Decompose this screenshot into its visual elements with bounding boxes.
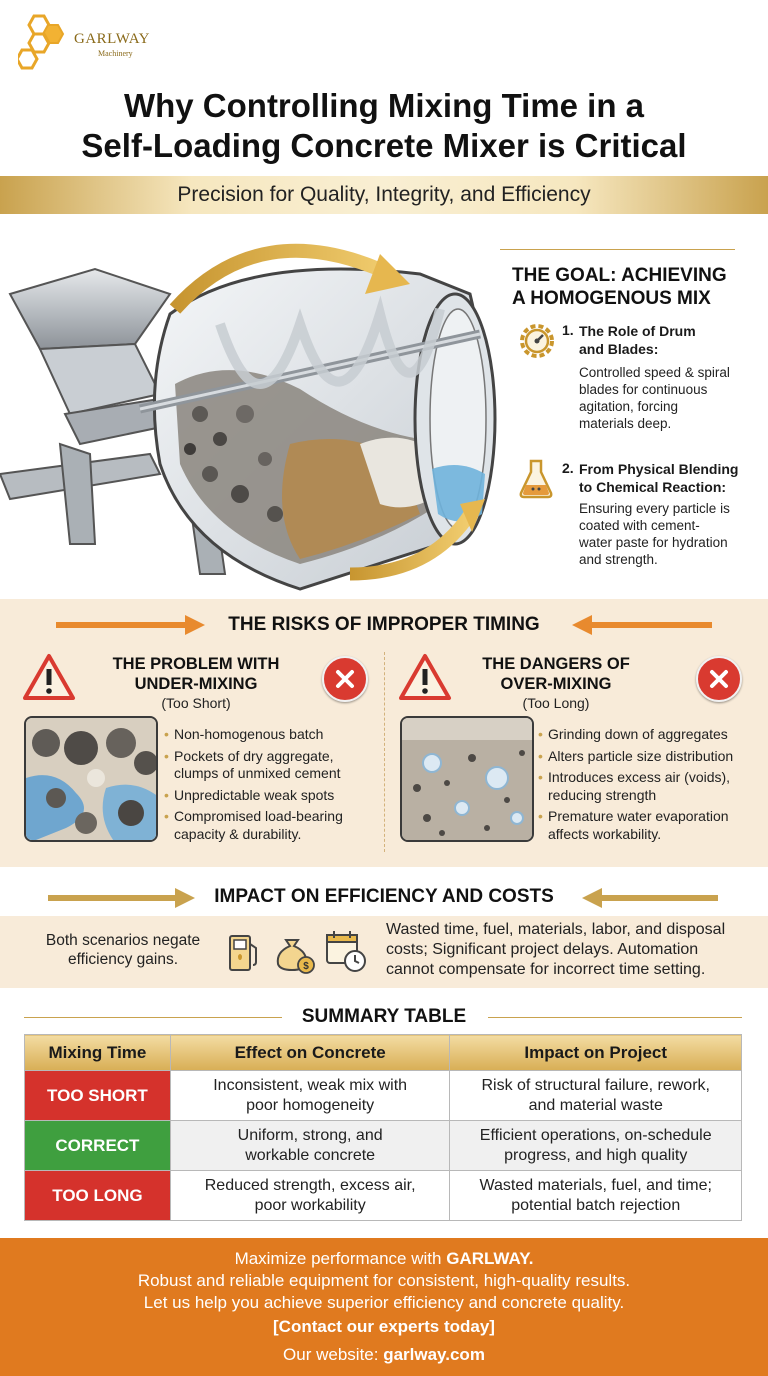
list-item-text: reducing strength xyxy=(548,786,657,803)
effect-cell xyxy=(170,1071,450,1121)
warning-icon xyxy=(22,653,76,701)
goal-item-2-text xyxy=(579,500,764,568)
list-item xyxy=(538,748,768,766)
list-item xyxy=(538,726,768,744)
goal-item-1-title xyxy=(579,322,696,358)
list-item xyxy=(164,808,374,843)
page-title xyxy=(0,86,768,166)
footer-banner xyxy=(0,1238,768,1376)
footer-brand: GARLWAY. xyxy=(446,1249,534,1268)
list-item-text: • Non-homogenous batch xyxy=(174,726,324,742)
summary-table-title: SUMMARY TABLE xyxy=(301,1006,467,1027)
x-mark-icon xyxy=(696,656,742,702)
column-header: Effect on Concrete xyxy=(170,1035,450,1071)
goal-item-2-title xyxy=(579,460,738,496)
list-item xyxy=(538,769,768,804)
impact-right-line: Wasted time, fuel, materials, labor, and disposal xyxy=(386,921,726,938)
over-mixing-title xyxy=(460,654,652,694)
mixing-time-cell: CORRECT xyxy=(25,1121,171,1171)
mixing-time-cell: TOO LONG xyxy=(25,1171,171,1221)
list-item-text: clumps of unmixed cement xyxy=(174,765,341,781)
goal-title-line-1: THE GOAL: ACHIEVING xyxy=(512,265,727,286)
contact-experts-link[interactable]: [Contact our experts today] xyxy=(273,1317,495,1336)
list-item-text: • Unpredictable weak spots xyxy=(174,786,335,803)
brand-name: GARLWAY xyxy=(74,31,151,47)
impact-left-line: Both scenarios negate xyxy=(45,932,201,949)
goal-item-1-number: 1. xyxy=(562,322,574,338)
goal-item-1-text-line: Controlled speed & spiral xyxy=(579,365,730,380)
list-item xyxy=(164,748,374,783)
cell-line: Risk of structural failure, rework, xyxy=(481,1076,710,1094)
impact-left-line: efficiency gains. xyxy=(68,951,178,968)
goal-item-2-text-line: water paste for hydration xyxy=(579,535,728,550)
risks-heading: THE RISKS OF IMPROPER TIMING xyxy=(228,614,540,635)
impact-cell xyxy=(450,1071,742,1121)
mixer-illustration xyxy=(0,214,500,599)
goal-title xyxy=(512,264,762,310)
footer-website-line xyxy=(0,1344,768,1365)
goal-title-line-2: A HOMOGENOUS MIX xyxy=(512,288,711,309)
goal-item-1-title-line-2: and Blades: xyxy=(579,341,659,357)
list-item-text: capacity & durability. xyxy=(174,825,302,842)
cell-line: poor workability xyxy=(254,1196,366,1214)
effect-cell xyxy=(170,1121,450,1171)
table-row xyxy=(25,1071,742,1121)
goal-item-1-text xyxy=(579,364,764,432)
website-link[interactable]: garlway.com xyxy=(383,1345,485,1364)
cell-line: Uniform, strong, and xyxy=(237,1126,383,1144)
impact-left-text xyxy=(28,931,218,969)
column-header: Impact on Project xyxy=(450,1035,742,1071)
footer-line-3: Let us help you achieve superior efficiency and concrete quality. xyxy=(143,1293,625,1312)
goal-divider xyxy=(500,249,735,250)
under-mixing-list xyxy=(164,726,374,847)
under-mixing-title xyxy=(90,654,302,694)
over-mixing-title-line-1: THE DANGERS OF xyxy=(482,655,630,673)
impact-right-text xyxy=(386,920,766,980)
goal-item-1-text-line: materials deep. xyxy=(579,416,672,431)
mixing-time-cell: TOO SHORT xyxy=(25,1071,171,1121)
goal-item-2-text-line: and strength. xyxy=(579,552,658,567)
table-row xyxy=(25,1121,742,1171)
impact-right-line: cannot compensate for incorrect time setting. xyxy=(386,961,706,978)
goal-item-2-text-line: coated with cement- xyxy=(579,518,700,533)
list-item-text: affects workability. xyxy=(548,825,662,842)
table-row xyxy=(25,1171,742,1221)
fuel-pump-icon xyxy=(226,930,262,974)
list-item xyxy=(538,808,768,843)
subtitle-banner: Precision for Quality, Integrity, and Efficiency xyxy=(0,176,768,214)
under-mixing-image xyxy=(24,716,158,842)
column-header: Mixing Time xyxy=(25,1035,171,1071)
list-item-text: • Grinding down of aggregates xyxy=(548,726,728,742)
gear-gauge-icon xyxy=(516,320,558,362)
cell-line: potential batch rejection xyxy=(511,1196,681,1214)
svg-text:$: $ xyxy=(303,961,309,972)
title-line-2: Self-Loading Concrete Mixer is Critical xyxy=(81,127,687,164)
goal-item-2-text-line: Ensuring every particle is xyxy=(579,501,730,516)
goal-item-1-title-line-1: The Role of Drum xyxy=(579,323,696,339)
cell-line: Efficient operations, on-schedule xyxy=(479,1126,712,1144)
over-mixing-image xyxy=(400,716,534,842)
warning-icon xyxy=(398,653,452,701)
goal-item-1-text-line: blades for continuous xyxy=(579,382,708,397)
table-header-row xyxy=(25,1035,742,1071)
impact-cell xyxy=(450,1171,742,1221)
under-mixing-title-line-1: THE PROBLEM WITH xyxy=(112,655,280,673)
list-item-text: • Compromised load-bearing xyxy=(174,808,343,824)
footer-line-1 xyxy=(0,1248,768,1269)
goal-item-2-title-line-2: to Chemical Reaction: xyxy=(579,479,727,495)
goal-item-1-text-line: agitation, forcing xyxy=(579,399,679,414)
list-item-text: • Premature water evaporation xyxy=(548,808,729,824)
list-item-text: • Introduces excess air (voids), xyxy=(548,769,731,785)
footer-line-2: Robust and reliable equipment for consistent, high-quality results. xyxy=(137,1271,631,1290)
cell-line: Wasted materials, fuel, and time; xyxy=(479,1176,712,1194)
over-mixing-list xyxy=(538,726,768,847)
over-mixing-sub: (Too Long) xyxy=(522,695,590,711)
under-mixing-title-line-2: UNDER-MIXING xyxy=(134,675,258,693)
effect-cell xyxy=(170,1171,450,1221)
list-item xyxy=(164,787,374,805)
goal-item-2-number: 2. xyxy=(562,460,574,476)
garlway-logo xyxy=(18,12,168,70)
x-mark-icon xyxy=(322,656,368,702)
calendar-clock-icon xyxy=(324,928,368,974)
impact-right-line: costs; Significant project delays. Automation xyxy=(386,941,699,958)
cell-line: Reduced strength, excess air, xyxy=(204,1176,416,1194)
list-item-text: • Pockets of dry aggregate, xyxy=(174,747,334,764)
list-item xyxy=(164,726,374,744)
footer-text: Maximize performance with xyxy=(234,1249,447,1268)
cell-line: and material waste xyxy=(528,1096,663,1114)
goal-item-2-title-line-1: From Physical Blending xyxy=(579,461,739,477)
hexagon-logo-icon xyxy=(18,12,74,70)
over-mixing-title-line-2: OVER-MIXING xyxy=(500,675,612,693)
title-line-1: Why Controlling Mixing Time in a xyxy=(123,87,645,124)
summary-table xyxy=(24,1034,742,1221)
cell-line: workable concrete xyxy=(245,1146,376,1164)
risks-divider xyxy=(384,652,385,852)
cell-line: progress, and high quality xyxy=(504,1146,688,1164)
under-mixing-sub: (Too Short) xyxy=(161,695,231,711)
footer-text: Our website: xyxy=(283,1345,384,1364)
cell-line: poor homogeneity xyxy=(246,1096,375,1114)
flask-icon xyxy=(518,457,554,499)
brand-sub: Machinery xyxy=(98,49,133,58)
money-bag-icon xyxy=(272,928,318,974)
list-item-text: • Alters particle size distribution xyxy=(548,747,734,764)
cell-line: Inconsistent, weak mix with xyxy=(213,1076,408,1094)
impact-heading: IMPACT ON EFFICIENCY AND COSTS xyxy=(214,886,554,907)
impact-cell xyxy=(450,1121,742,1171)
